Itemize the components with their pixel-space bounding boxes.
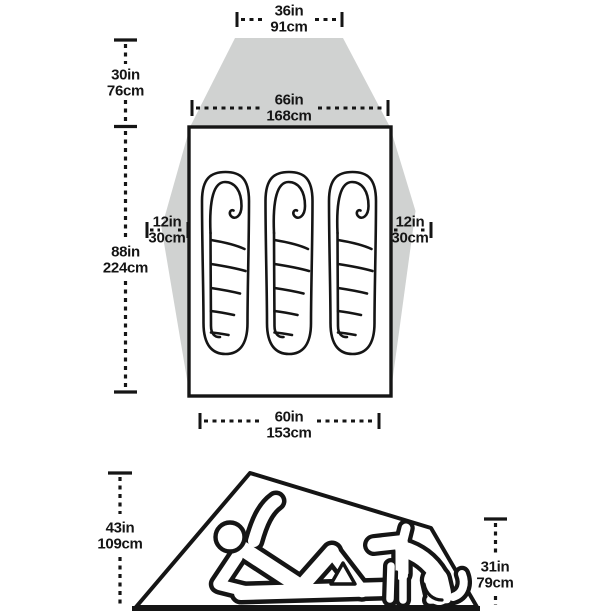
label-foot-width (266, 410, 311, 441)
dim-value-cm: 224cm (102, 259, 149, 276)
dim-value-cm: 168cm (266, 107, 312, 124)
side-view (108, 473, 507, 609)
dim-value-cm: 30cm (148, 229, 186, 246)
label-rear-height (476, 560, 513, 591)
dim-value-cm: 30cm (391, 229, 429, 246)
tent-floor (189, 127, 391, 396)
label-floor-length (103, 245, 148, 276)
label-head-width (266, 93, 311, 124)
label-fly-top-width (270, 4, 307, 35)
dim-value-cm: 91cm (270, 18, 308, 35)
label-peak-height (97, 521, 142, 552)
dim-value-in: 66in (274, 91, 304, 109)
label-vestibule-depth (107, 68, 144, 99)
dim-value-cm: 79cm (476, 574, 514, 591)
dim-value-in: 88in (111, 243, 140, 261)
dim-value-cm: 153cm (266, 424, 312, 441)
dim-value-in: 12in (152, 213, 182, 231)
dim-value-in: 31in (480, 558, 510, 576)
dim-value-cm: 109cm (97, 535, 143, 552)
label-left-vestibule (148, 215, 185, 246)
dim-value-in: 12in (395, 213, 425, 231)
dim-value-in: 36in (274, 2, 304, 20)
dim-value-cm: 76cm (106, 82, 145, 99)
dim-value-in: 60in (274, 408, 304, 426)
dim-value-in: 30in (111, 66, 140, 84)
label-right-vestibule (391, 215, 428, 246)
dim-value-in: 43in (105, 519, 135, 537)
